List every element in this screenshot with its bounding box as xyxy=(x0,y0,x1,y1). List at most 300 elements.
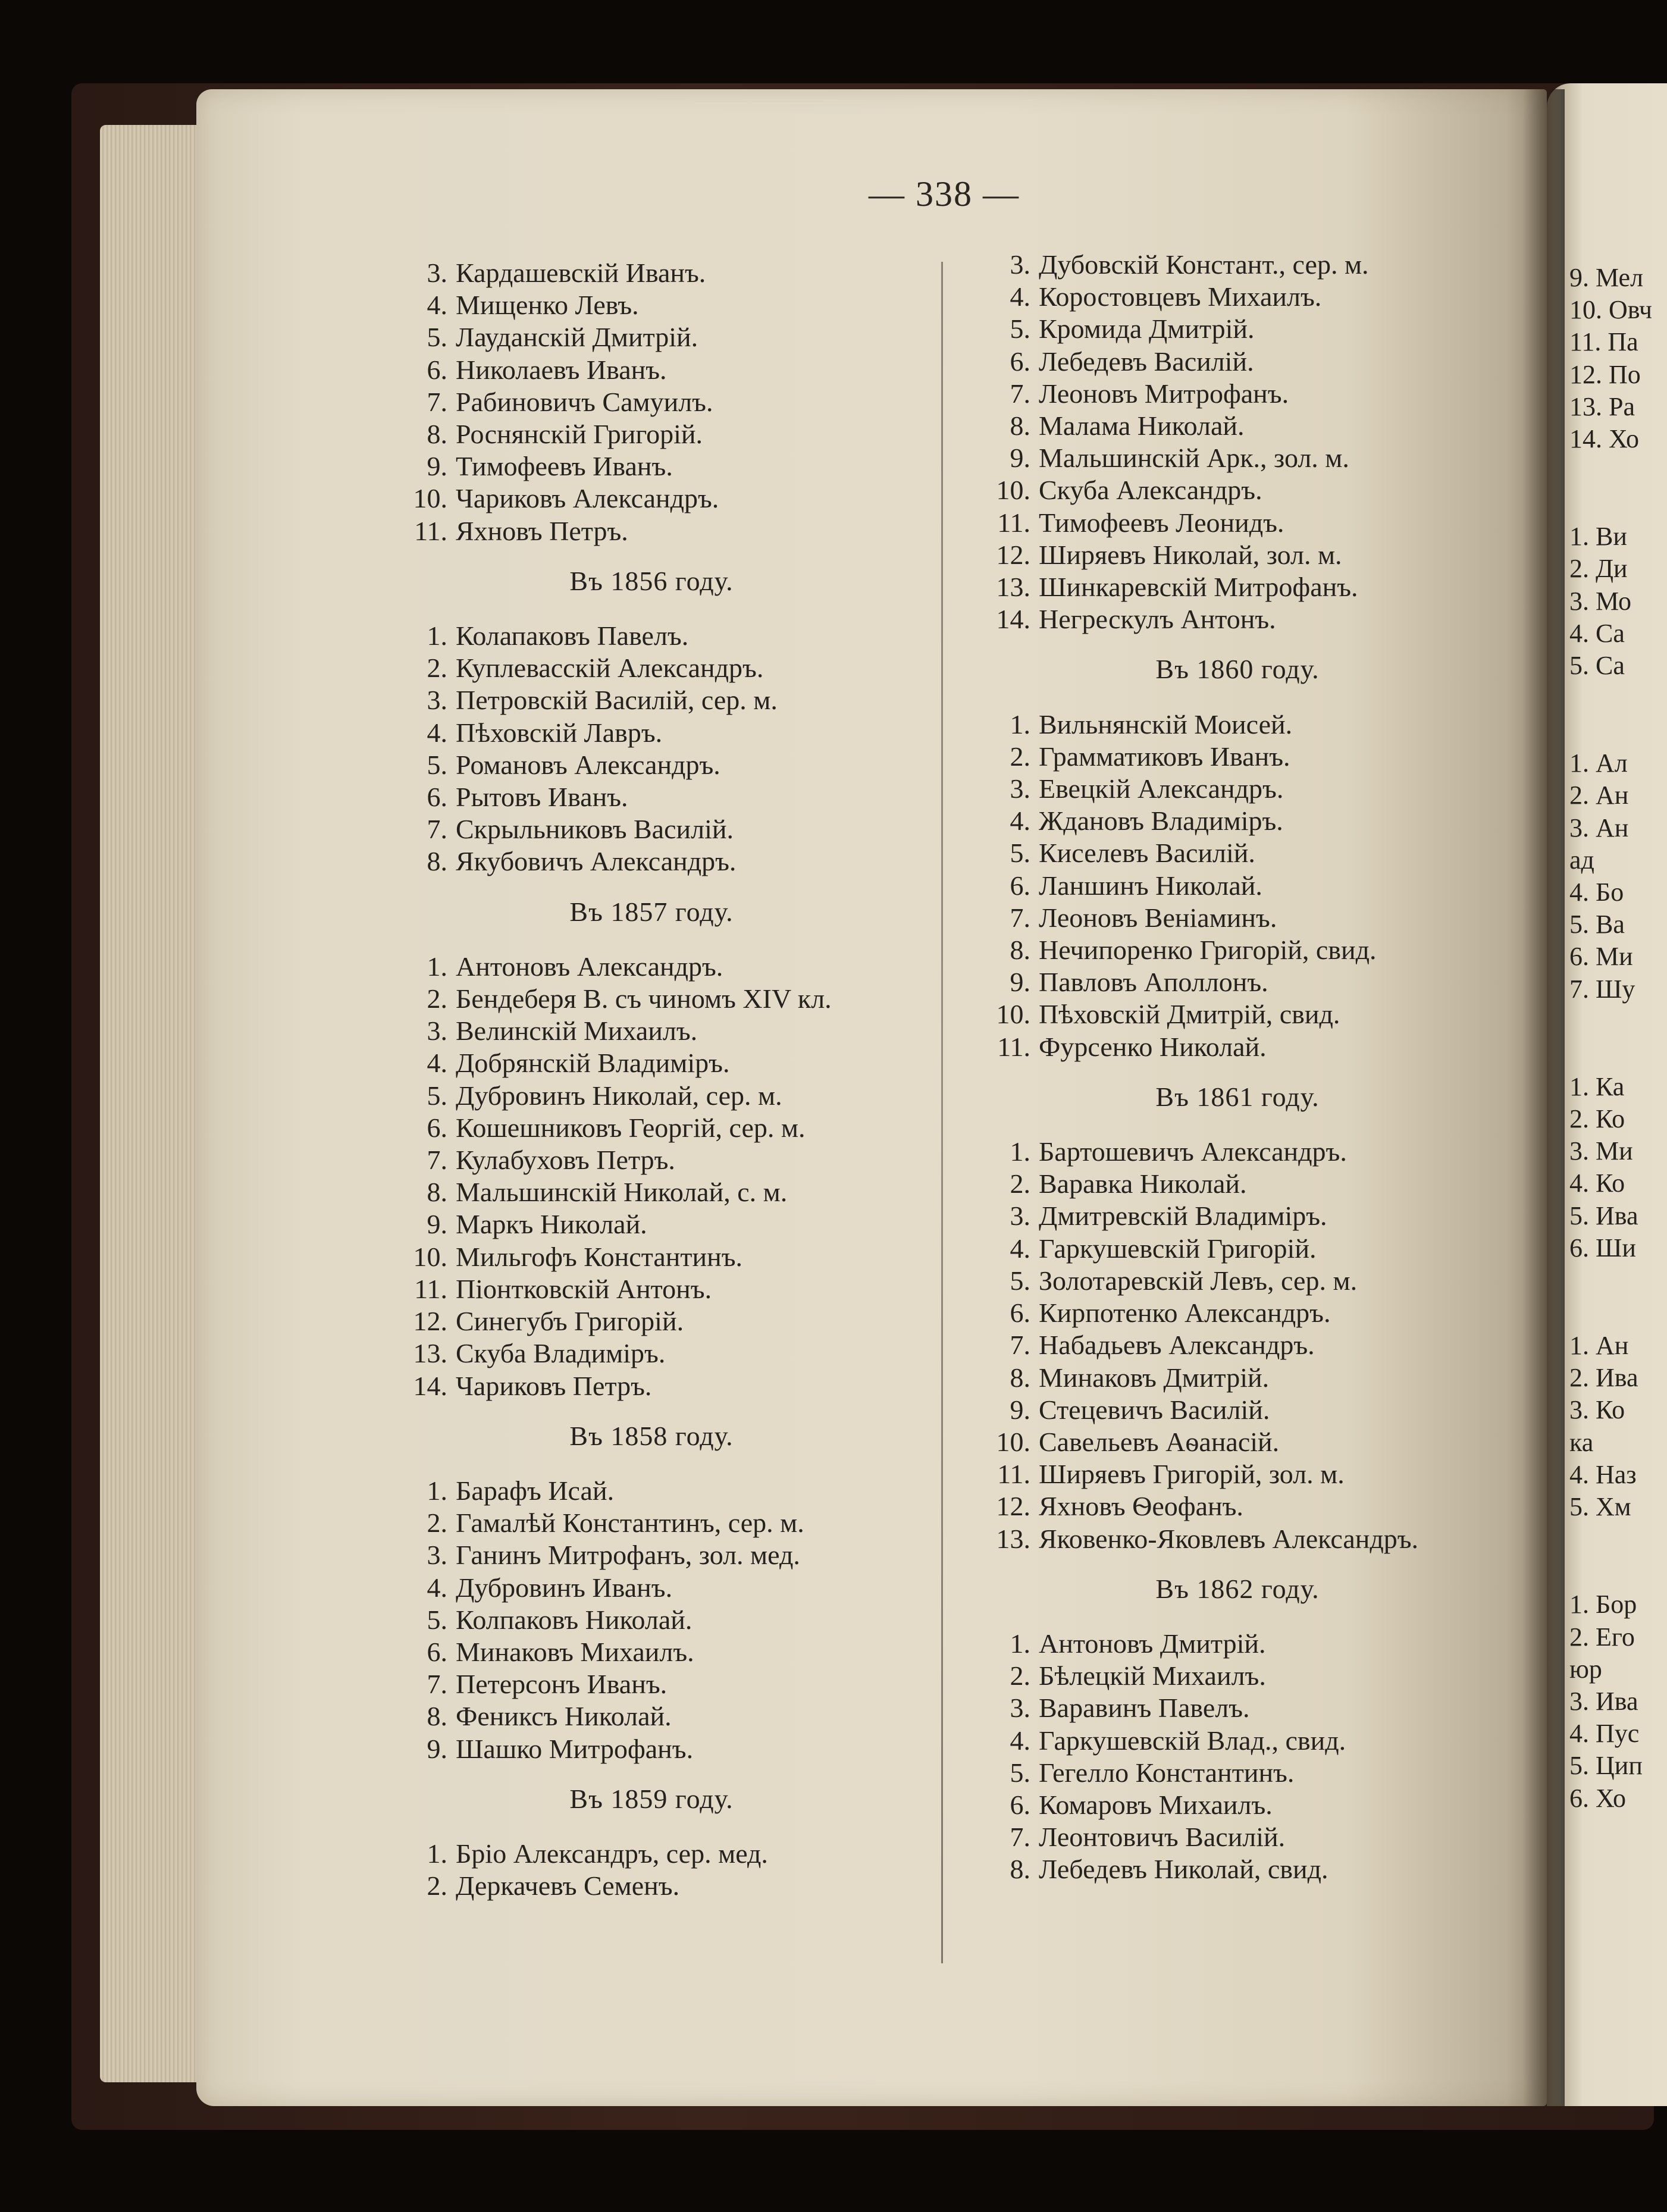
list-item xyxy=(393,1370,928,1402)
item-name: Яхновъ Ѳеофанъ. xyxy=(1039,1491,1243,1522)
list-item xyxy=(393,482,928,515)
item-number: 9. xyxy=(427,1733,447,1764)
list-item xyxy=(393,1273,928,1305)
item-number: 3. xyxy=(1010,773,1030,804)
year-heading-1857: Въ 1857 году. xyxy=(569,896,734,927)
item-number: 9. xyxy=(1010,967,1030,998)
item-name: Кардашевскій Иванъ. xyxy=(456,258,706,288)
item-name: Мальшинскій Николай, с. м. xyxy=(456,1177,788,1208)
fragment-line: 2. Ди xyxy=(1569,554,1628,584)
item-number: 9. xyxy=(1010,443,1030,474)
item-number: 3. xyxy=(1010,1693,1030,1724)
item-name: Добрянскій Владиміръ. xyxy=(456,1048,730,1079)
item-name: Негрескулъ Антонъ. xyxy=(1039,604,1276,635)
list-item xyxy=(393,450,928,482)
item-name: Кулабуховъ Петръ. xyxy=(456,1145,675,1176)
item-name: Тимофеевъ Иванъ. xyxy=(456,451,673,482)
fragment-line: 13. Ра xyxy=(1569,391,1635,421)
item-number: 7. xyxy=(1010,902,1030,933)
item-name: Скуба Александръ. xyxy=(1039,475,1262,506)
list-item xyxy=(976,281,1547,313)
list-item xyxy=(393,717,928,749)
item-number: 8. xyxy=(1010,935,1030,966)
item-name: Минаковъ Дмитрій. xyxy=(1039,1362,1270,1393)
list-item xyxy=(976,1031,1547,1063)
item-number: 8. xyxy=(427,1701,447,1732)
item-name: Леоновъ Митрофанъ. xyxy=(1039,378,1289,409)
list-item xyxy=(976,1362,1547,1394)
fragment-line: 5. Са xyxy=(1569,651,1625,681)
list-item xyxy=(393,418,928,450)
item-number: 1. xyxy=(427,1838,447,1869)
item-number: 11. xyxy=(997,1031,1030,1062)
item-number: 6. xyxy=(1010,1298,1030,1329)
left-column xyxy=(393,257,928,1902)
list-item xyxy=(393,983,928,1015)
item-number: 1. xyxy=(427,621,447,651)
item-number: 1. xyxy=(1010,1136,1030,1167)
fragment-line: 3. Ми xyxy=(1569,1136,1633,1166)
fragment-line: юр xyxy=(1569,1654,1602,1684)
item-name: Маркъ Николай. xyxy=(456,1209,647,1240)
fragment-line: 2. Его xyxy=(1569,1622,1635,1652)
item-number: 12. xyxy=(996,539,1030,570)
list-item xyxy=(976,539,1547,571)
item-number: 10. xyxy=(996,475,1030,506)
fragment-gap xyxy=(1569,1523,1667,1588)
item-name: Стецевичъ Василій. xyxy=(1039,1394,1270,1425)
list-item xyxy=(976,709,1547,741)
fragment-line: ка xyxy=(1569,1427,1594,1457)
fragment-line: 1. Ви xyxy=(1569,522,1627,552)
list-item xyxy=(976,1660,1547,1692)
item-name: Рабиновичъ Самуилъ. xyxy=(456,386,713,417)
item-number: 9. xyxy=(1010,1394,1030,1425)
item-number: 2. xyxy=(1010,1168,1030,1199)
fragment-gap xyxy=(1569,455,1667,521)
fragment-line: 5. Хм xyxy=(1569,1492,1631,1522)
item-number: 5. xyxy=(1010,1265,1030,1296)
item-number: 8. xyxy=(427,419,447,450)
item-name: Яковенко-Яковлевъ Александръ. xyxy=(1039,1523,1419,1554)
item-number: 7. xyxy=(427,386,447,417)
item-name: Савельевъ Аѳанасій. xyxy=(1039,1426,1280,1457)
item-number: 4. xyxy=(1010,806,1030,836)
item-name: Леонтовичъ Василій. xyxy=(1039,1822,1286,1853)
item-number: 9. xyxy=(427,451,447,482)
list-1858 xyxy=(393,1475,928,1765)
item-number: 8. xyxy=(1010,411,1030,441)
fragment-line: 5. Ива xyxy=(1569,1201,1638,1230)
facing-page-fragments xyxy=(1569,262,1667,1815)
year-heading-1862: Въ 1862 году. xyxy=(1155,1573,1320,1604)
list-item xyxy=(976,966,1547,998)
item-name: Гаркушевскій Григорій. xyxy=(1039,1233,1317,1264)
item-number: 2. xyxy=(427,983,447,1014)
item-number: 8. xyxy=(427,846,447,877)
item-name: Бѣлецкій Михаилъ. xyxy=(1039,1660,1266,1691)
list-item xyxy=(976,571,1547,603)
list-item xyxy=(976,1136,1547,1168)
year-heading-1856: Въ 1856 году. xyxy=(569,565,734,596)
item-number: 6. xyxy=(1010,870,1030,901)
item-name: Гаркушевскій Влад., свид. xyxy=(1039,1725,1346,1756)
fragment-line: 5. Ва xyxy=(1569,910,1625,939)
fragment-line: 12. По xyxy=(1569,359,1641,389)
list-item xyxy=(976,474,1547,506)
item-number: 11. xyxy=(414,1273,447,1304)
item-name: Дубовскій Констант., сер. м. xyxy=(1039,249,1369,280)
item-name: Кромида Дмитрій. xyxy=(1039,314,1255,344)
fragment-gap xyxy=(1569,1005,1667,1071)
item-name: Колпаковъ Николай. xyxy=(456,1604,693,1635)
item-name: Ширяевъ Григорій, зол. м. xyxy=(1039,1459,1345,1490)
list-item xyxy=(976,507,1547,539)
list-item xyxy=(976,805,1547,837)
item-name: Минаковъ Михаилъ. xyxy=(456,1636,694,1667)
item-name: Киселевъ Василій. xyxy=(1039,838,1255,869)
item-number: 2. xyxy=(427,653,447,684)
list-1855-tail xyxy=(393,257,928,547)
fragment-line: 9. Мел xyxy=(1569,263,1644,292)
item-number: 1. xyxy=(427,951,447,982)
item-name: Синегубъ Григорій. xyxy=(456,1306,684,1337)
item-name: Мильгофъ Константинъ. xyxy=(456,1241,743,1272)
list-item xyxy=(393,1080,928,1112)
list-item xyxy=(976,1821,1547,1853)
item-number: 1. xyxy=(427,1475,447,1506)
item-name: Тимофеевъ Леонидъ. xyxy=(1039,507,1284,538)
list-item xyxy=(393,257,928,289)
fragment-line: 2. Ко xyxy=(1569,1104,1625,1134)
item-name: Малама Николай. xyxy=(1039,411,1245,441)
item-number: 14. xyxy=(413,1370,447,1401)
item-name: Ширяевъ Николай, зол. м. xyxy=(1039,539,1342,570)
fragment-line: 1. Ан xyxy=(1569,1331,1629,1361)
item-number: 13. xyxy=(413,1338,447,1369)
item-number: 3. xyxy=(427,1540,447,1571)
item-name: Вильнянскій Моисей. xyxy=(1039,709,1293,740)
item-name: Мищенко Левъ. xyxy=(456,290,639,321)
list-item xyxy=(393,1208,928,1240)
fragment-line: 14. Хо xyxy=(1569,424,1640,454)
item-number: 5. xyxy=(1010,1757,1030,1788)
year-heading-1858: Въ 1858 году. xyxy=(569,1420,734,1451)
list-item xyxy=(393,1668,928,1700)
item-name: Якубовичъ Александръ. xyxy=(456,846,737,877)
item-number: 6. xyxy=(427,1112,447,1143)
item-number: 6. xyxy=(427,354,447,385)
item-number: 12. xyxy=(413,1306,447,1337)
item-number: 3. xyxy=(1010,1201,1030,1232)
year-heading-1859: Въ 1859 году. xyxy=(569,1783,734,1814)
list-item xyxy=(976,998,1547,1030)
item-name: Нечипоренко Григорій, свид. xyxy=(1039,935,1377,966)
item-name: Рытовъ Иванъ. xyxy=(456,782,628,813)
list-item xyxy=(393,1241,928,1273)
list-item xyxy=(976,603,1547,635)
fragment-line: 3. Ко xyxy=(1569,1395,1625,1425)
right-column xyxy=(976,249,1547,1886)
item-name: Леоновъ Веніаминъ. xyxy=(1039,902,1277,933)
list-item xyxy=(393,289,928,321)
list-item xyxy=(976,1265,1547,1297)
item-name: Ланшинъ Николай. xyxy=(1039,870,1262,901)
list-1861 xyxy=(976,1136,1547,1555)
item-number: 7. xyxy=(427,1669,447,1700)
list-item xyxy=(976,1458,1547,1490)
item-number: 8. xyxy=(1010,1362,1030,1393)
list-item xyxy=(976,442,1547,474)
item-number: 6. xyxy=(427,782,447,813)
item-name: Барафъ Исай. xyxy=(456,1475,615,1506)
item-number: 5. xyxy=(427,749,447,780)
item-number: 4. xyxy=(427,1572,447,1603)
list-item xyxy=(393,321,928,353)
list-item xyxy=(393,386,928,418)
item-name: Петровскій Василій, сер. м. xyxy=(456,685,778,716)
list-item xyxy=(976,1757,1547,1789)
item-name: Піонтковскій Антонъ. xyxy=(456,1273,712,1304)
item-number: 11. xyxy=(997,1459,1030,1490)
fragment-line: 6. Хо xyxy=(1569,1783,1627,1813)
item-name: Пѣховскій Дмитрій, свид. xyxy=(1039,999,1340,1030)
item-number: 7. xyxy=(1010,1822,1030,1853)
item-name: Шашко Митрофанъ. xyxy=(456,1733,694,1764)
list-item xyxy=(393,1144,928,1176)
list-item xyxy=(393,1539,928,1571)
list-1857 xyxy=(393,951,928,1402)
fragment-line: 5. Цип xyxy=(1569,1751,1643,1781)
list-1860 xyxy=(976,709,1547,1063)
fragment-gap xyxy=(1569,682,1667,747)
item-name: Золотаревскій Левъ, сер. м. xyxy=(1039,1265,1358,1296)
list-item xyxy=(976,741,1547,773)
item-name: Антоновъ Дмитрій. xyxy=(1039,1628,1266,1659)
fragment-line: 3. Мо xyxy=(1569,586,1632,616)
list-item xyxy=(976,1725,1547,1757)
item-number: 5. xyxy=(427,1604,447,1635)
list-item xyxy=(393,1636,928,1668)
list-item xyxy=(976,773,1547,805)
column-divider xyxy=(941,262,943,1963)
item-name: Комаровъ Михаилъ. xyxy=(1039,1789,1273,1820)
item-number: 3. xyxy=(1010,249,1030,280)
item-name: Скуба Владиміръ. xyxy=(456,1338,666,1369)
fragment-line: 4. Бо xyxy=(1569,878,1624,907)
list-item xyxy=(393,1572,928,1604)
fragment-line: 4. Са xyxy=(1569,618,1625,648)
item-name: Яхновъ Петръ. xyxy=(456,515,628,546)
list-item xyxy=(976,1426,1547,1458)
list-item xyxy=(393,1870,928,1902)
item-name: Чариковъ Петръ. xyxy=(456,1370,652,1401)
fragment-gap xyxy=(1569,1264,1667,1330)
list-item xyxy=(393,1176,928,1208)
list-item xyxy=(393,1507,928,1539)
item-name: Коростовцевъ Михаилъ. xyxy=(1039,281,1322,312)
list-item xyxy=(393,749,928,781)
fragment-line: 6. Ши xyxy=(1569,1233,1636,1262)
fragment-line: ад xyxy=(1569,845,1594,875)
item-name: Бріо Александръ, сер. мед. xyxy=(456,1838,768,1869)
list-item xyxy=(393,1015,928,1047)
list-item xyxy=(976,1168,1547,1200)
item-name: Бендеберя В. съ чиномъ XIV кл. xyxy=(456,983,832,1014)
item-number: 10. xyxy=(996,1426,1030,1457)
page-number: — 338 — xyxy=(869,174,1020,214)
item-name: Грамматиковъ Иванъ. xyxy=(1039,741,1290,772)
item-number: 11. xyxy=(414,515,447,546)
list-item xyxy=(976,902,1547,934)
item-number: 6. xyxy=(1010,346,1030,377)
item-number: 2. xyxy=(1010,741,1030,772)
item-name: Фурсенко Николай. xyxy=(1039,1031,1267,1062)
year-heading-1861: Въ 1861 году. xyxy=(1155,1081,1320,1112)
list-item xyxy=(976,313,1547,345)
fragment-line: 4. Ко xyxy=(1569,1168,1625,1198)
item-name: Гегелло Константинъ. xyxy=(1039,1757,1295,1788)
item-number: 10. xyxy=(413,483,447,514)
list-item xyxy=(976,1523,1547,1555)
list-item xyxy=(976,1853,1547,1885)
item-name: Чариковъ Александръ. xyxy=(456,483,719,514)
item-number: 10. xyxy=(996,999,1030,1030)
list-1856 xyxy=(393,620,928,878)
item-name: Дубровинъ Николай, сер. м. xyxy=(456,1080,782,1111)
list-1859-tail xyxy=(976,249,1547,635)
list-item xyxy=(976,1329,1547,1361)
list-item xyxy=(976,837,1547,869)
fragment-line: 10. Овч xyxy=(1569,295,1653,325)
fragment-line: 2. Ива xyxy=(1569,1363,1638,1393)
item-number: 6. xyxy=(427,1636,447,1667)
fragment-line: 1. Ал xyxy=(1569,748,1628,778)
list-item xyxy=(976,378,1547,410)
item-name: Фениксъ Николай. xyxy=(456,1701,672,1732)
item-name: Варавинъ Павелъ. xyxy=(1039,1693,1250,1724)
item-number: 4. xyxy=(1010,1725,1030,1756)
item-name: Скрыльниковъ Василій. xyxy=(456,814,734,845)
item-number: 2. xyxy=(427,1871,447,1901)
item-number: 5. xyxy=(1010,838,1030,869)
fragment-line: 1. Бор xyxy=(1569,1590,1637,1619)
item-name: Евецкій Александръ. xyxy=(1039,773,1284,804)
fragment-line: 2. Ан xyxy=(1569,781,1629,810)
fragment-line: 3. Ива xyxy=(1569,1686,1638,1716)
item-number: 4. xyxy=(427,290,447,321)
item-number: 14. xyxy=(996,604,1030,635)
item-number: 11. xyxy=(997,507,1030,538)
list-item xyxy=(393,515,928,547)
year-heading-1860: Въ 1860 году. xyxy=(1155,654,1320,685)
fragment-line: 11. Па xyxy=(1569,327,1638,357)
item-name: Велинскій Михаилъ. xyxy=(456,1016,698,1047)
item-number: 2. xyxy=(427,1508,447,1539)
item-name: Антоновъ Александръ. xyxy=(456,951,723,982)
item-name: Лебедевъ Николай, свид. xyxy=(1039,1854,1328,1885)
list-item xyxy=(976,934,1547,966)
item-number: 3. xyxy=(427,258,447,288)
list-item xyxy=(393,1733,928,1765)
item-name: Шинкаревскій Митрофанъ. xyxy=(1039,572,1358,603)
item-name: Деркачевъ Семенъ. xyxy=(456,1871,680,1901)
item-number: 9. xyxy=(427,1209,447,1240)
item-name: Романовъ Александръ. xyxy=(456,749,720,780)
item-name: Дубровинъ Иванъ. xyxy=(456,1572,673,1603)
item-name: Дмитревскій Владиміръ. xyxy=(1039,1201,1327,1232)
item-number: 5. xyxy=(427,1080,447,1111)
item-name: Лауданскій Дмитрій. xyxy=(456,322,698,353)
list-item xyxy=(976,1692,1547,1724)
list-1859 xyxy=(393,1838,928,1902)
list-item xyxy=(393,1475,928,1507)
item-number: 2. xyxy=(1010,1660,1030,1691)
list-item xyxy=(393,1112,928,1144)
item-number: 4. xyxy=(427,1048,447,1079)
item-number: 8. xyxy=(427,1177,447,1208)
item-name: Бартошевичъ Александръ. xyxy=(1039,1136,1347,1167)
item-name: Павловъ Аполлонъ. xyxy=(1039,967,1268,998)
item-name: Лебедевъ Василій. xyxy=(1039,346,1254,377)
item-number: 7. xyxy=(427,814,447,845)
item-name: Пѣховскій Лавръ. xyxy=(456,717,663,748)
item-name: Кирпотенко Александръ. xyxy=(1039,1298,1331,1329)
list-item xyxy=(976,1789,1547,1821)
list-item xyxy=(393,652,928,684)
item-number: 13. xyxy=(996,572,1030,603)
list-item xyxy=(976,1297,1547,1329)
item-number: 3. xyxy=(427,1016,447,1047)
item-number: 8. xyxy=(1010,1854,1030,1885)
item-name: Петерсонъ Иванъ. xyxy=(456,1669,668,1700)
item-number: 3. xyxy=(427,685,447,716)
list-item xyxy=(976,249,1547,281)
item-number: 7. xyxy=(427,1145,447,1176)
item-number: 7. xyxy=(1010,378,1030,409)
item-name: Ганинъ Митрофанъ, зол. мед. xyxy=(456,1540,800,1571)
item-name: Набадьевъ Александръ. xyxy=(1039,1330,1315,1361)
item-number: 5. xyxy=(1010,314,1030,344)
list-item xyxy=(976,1200,1547,1232)
list-item xyxy=(393,845,928,878)
fragment-line: 6. Ми xyxy=(1569,942,1633,972)
fragment-line: 7. Шу xyxy=(1569,974,1635,1004)
list-item xyxy=(976,1394,1547,1426)
list-item xyxy=(393,620,928,652)
list-item xyxy=(393,354,928,386)
list-item xyxy=(393,951,928,983)
list-item xyxy=(976,1233,1547,1265)
fragment-line: 1. Ка xyxy=(1569,1071,1625,1101)
item-number: 12. xyxy=(996,1491,1030,1522)
item-name: Николаевъ Иванъ. xyxy=(456,354,667,385)
item-number: 1. xyxy=(1010,709,1030,740)
item-number: 1. xyxy=(1010,1628,1030,1659)
list-item xyxy=(976,410,1547,442)
item-name: Варавка Николай. xyxy=(1039,1168,1247,1199)
item-name: Кошешниковъ Георгій, сер. м. xyxy=(456,1112,806,1143)
list-item xyxy=(393,1838,928,1870)
fragment-line: 4. Пус xyxy=(1569,1719,1640,1749)
list-item xyxy=(393,1604,928,1636)
list-item xyxy=(976,870,1547,902)
item-number: 4. xyxy=(1010,281,1030,312)
list-item xyxy=(393,1047,928,1079)
item-number: 5. xyxy=(427,322,447,353)
fragment-line: 4. Наз xyxy=(1569,1459,1637,1489)
fragment-line: 3. Ан xyxy=(1569,813,1629,842)
